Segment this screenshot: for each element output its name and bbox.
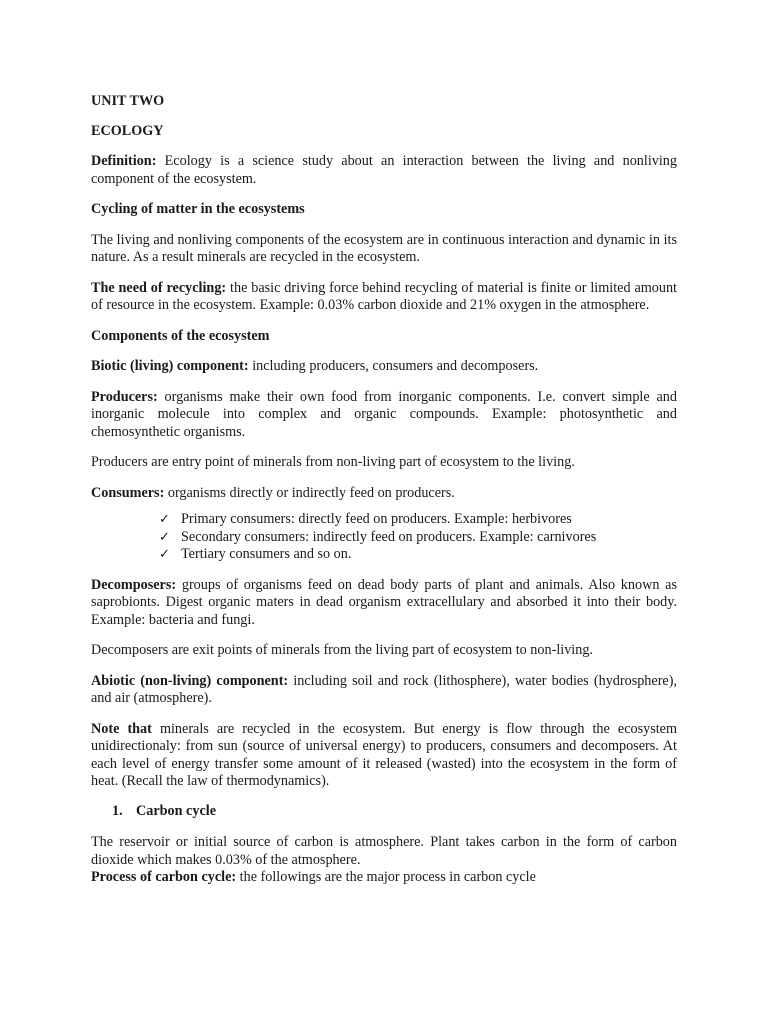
abiotic-paragraph [91, 673, 677, 708]
producers-label: Producers: [91, 388, 158, 405]
cycling-paragraph: The living and nonliving components of the ecosystem are in continuous interaction and dynamic in its nature. As a result minerals are recycled in the ecosystem. [91, 231, 677, 265]
note-paragraph [91, 721, 677, 791]
checkmark-icon: ✓ [159, 529, 170, 545]
abiotic-label: Abiotic (non-living) component: [91, 672, 289, 689]
topic-title: ECOLOGY [91, 122, 164, 139]
list-item [91, 529, 677, 547]
decomposers-text: groups of organisms feed on dead body parts of plant and animals. Also known as saprobionts. Digest organic maters in dead organism extracellulary and absorbed it into their body. Example: bacteria and fungi. [91, 576, 677, 628]
note-text: minerals are recycled in the ecosystem. But energy is flow through the ecosystem unidirectionaly: from sun (source of universal energy) to producers, consumers and decomposers. At each level of energy transfer some amount of it released (wasted) into the ecosystem in the form of heat. (Recall the law of thermodynamics). [91, 720, 677, 789]
unit-title: UNIT TWO [91, 93, 165, 109]
note-label: Note that [91, 720, 152, 737]
cycling-heading: Cycling of matter in the ecosystems [91, 201, 305, 217]
list-item-text: Secondary consumers: indirectly feed on producers. Example: carnivores [181, 528, 597, 545]
producers-paragraph [91, 389, 677, 442]
consumers-paragraph [91, 485, 677, 503]
list-item-text: Tertiary consumers and so on. [181, 546, 352, 562]
definition-text: Ecology is a science study about an interaction between the living and nonliving component of the ecosystem. [91, 153, 677, 187]
list-item [91, 546, 677, 564]
producers-entry-paragraph: Producers are entry point of minerals from non-living part of ecosystem to the living. [91, 454, 575, 470]
list-item [91, 511, 677, 529]
checkmark-icon: ✓ [159, 512, 170, 527]
consumers-text: organisms directly or indirectly feed on producers. [164, 484, 455, 501]
carbon-cycle-title: Carbon cycle [136, 802, 216, 819]
definition-paragraph [91, 153, 677, 188]
biotic-label: Biotic (living) component: [91, 358, 249, 374]
checkmark-icon: ✓ [159, 547, 170, 562]
carbon-process-label: Process of carbon cycle: [91, 869, 237, 886]
decomposers-paragraph [91, 577, 677, 630]
carbon-cycle-heading [91, 803, 677, 821]
producers-text: organisms make their own food from inorganic components. I.e. convert simple and inorganic molecule into complex and organic compounds. Example: photosynthetic and chemosynthetic organisms. [91, 388, 677, 440]
biotic-text: including producers, consumers and decomposers. [248, 358, 539, 374]
decomposers-exit-paragraph: Decomposers are exit points of minerals from the living part of ecosystem to non-living. [91, 642, 593, 658]
decomposers-label: Decomposers: [91, 576, 177, 593]
need-text: the basic driving force behind recycling of material is finite or limited amount of resource in the ecosystem. Example: 0.03% carbon dioxide and 21% oxygen in the atmosphere. [91, 279, 677, 313]
document-page [91, 93, 677, 887]
abiotic-text: including soil and rock (lithosphere), water bodies (hydrosphere), and air (atmosphere). [91, 672, 677, 706]
components-heading: Components of the ecosystem [91, 327, 270, 344]
definition-label: Definition: [91, 153, 157, 169]
carbon-process-text: the followings are the major process in carbon cycle [236, 869, 536, 886]
carbon-cycle-number: 1. [112, 802, 123, 819]
biotic-paragraph [91, 358, 677, 376]
carbon-process-paragraph [91, 869, 677, 887]
list-item-text: Primary consumers: directly feed on producers. Example: herbivores [181, 511, 572, 527]
consumer-types-list [91, 511, 677, 564]
carbon-cycle-paragraph: The reservoir or initial source of carbon is atmosphere. Plant takes carbon in the form of carbon dioxide which makes 0.03% of the atmosphere. [91, 834, 677, 868]
need-label: The need of recycling: [91, 279, 227, 296]
need-paragraph [91, 280, 677, 315]
consumers-label: Consumers: [91, 484, 165, 501]
